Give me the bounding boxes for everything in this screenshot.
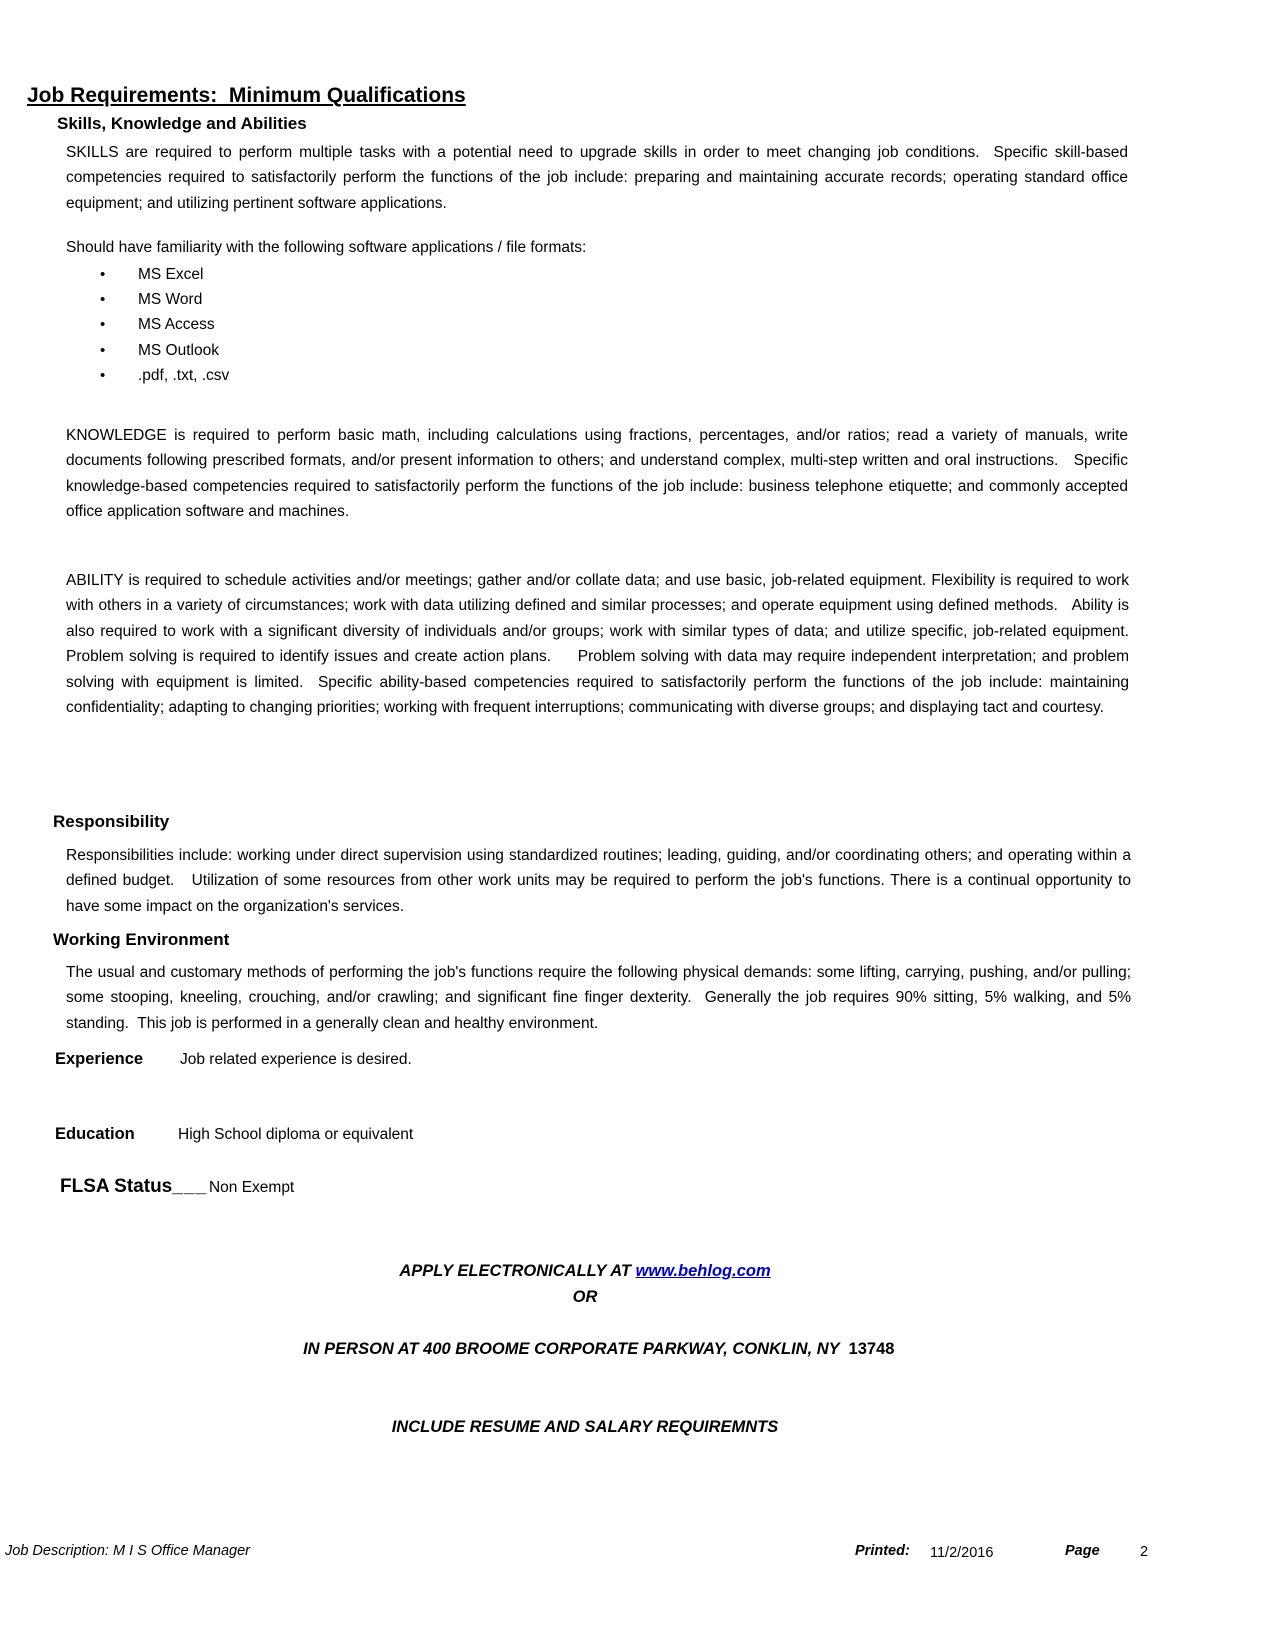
familiarity-intro: Should have familiarity with the following software applications / file formats: xyxy=(66,239,587,256)
apply-line-electronic xyxy=(0,1258,1170,1284)
list-item xyxy=(100,287,229,312)
list-item xyxy=(100,338,229,363)
footer-page-label: Page xyxy=(1065,1543,1100,1559)
flsa-status-row xyxy=(60,1176,294,1198)
include-resume-note: INCLUDE RESUME AND SALARY REQUIREMNTS xyxy=(391,1418,779,1436)
apply-line1-text: APPLY ELECTRONICALLY AT xyxy=(399,1262,636,1280)
bullet-icon: • xyxy=(100,316,106,334)
ability-paragraph: ABILITY is required to schedule activities and/or meetings; gather and/or collate data; and use basic, job-related equipment. Flexibility is required to work with others in a variety of circumstances; work with data utilizing defined and similar processes; and operate equipment using defined methods. Ability is also required to work with a significant diversity of individuals and/or groups; work with similar types of data; and utilize specific, job-related equipment. Problem solving is required to identify issues and create action plans. Problem solving with data may require independent interpretation; and problem solving with equipment is limited. Specific ability-based competencies required to satisfactorily perform the functions of the job include: maintaining confidentiality; adapting to changing priorities; working with frequent interruptions; communicating with diverse groups; and displaying tact and courtesy. xyxy=(66,572,1134,717)
list-item-label: MS Outlook xyxy=(138,341,219,359)
software-list xyxy=(100,262,229,388)
footer-printed-label: Printed: xyxy=(855,1543,910,1559)
knowledge-paragraph: KNOWLEDGE is required to perform basic math, including calculations using fractions, percentages, and/or ratios; read a variety of manuals, write documents following prescribed formats, and/or present information to others; and understand complex, multi-step written and oral instructions. Specific knowledge-based competencies required to satisfactorily perform the functions of the job include: business telephone etiquette; and commonly accepted office application software and machines. xyxy=(66,427,1133,521)
page-title: Job Requirements: Minimum Qualifications xyxy=(27,84,466,107)
footer-printed-date: 11/2/2016 xyxy=(930,1545,994,1561)
list-item xyxy=(100,262,229,287)
responsibility-paragraph: Responsibilities include: working under direct supervision using standardized routines; leading, guiding, and/or coordinating others; and operating within a defined budget. Utilization of some resources from other work units may be required to perform the job's functions. There is a continual opportunity to have some impact on the organization's services. xyxy=(66,847,1136,915)
footer-document-title: Job Description: M I S Office Manager xyxy=(5,1543,250,1559)
education-row xyxy=(55,1125,413,1144)
list-item-label: .pdf, .txt, .csv xyxy=(138,366,230,384)
apply-line2-text: IN PERSON AT 400 BROOME CORPORATE PARKWAY, CONKLIN, NY xyxy=(303,1340,849,1358)
apply-line-in-person xyxy=(0,1310,1170,1388)
experience-row xyxy=(55,1050,412,1069)
apply-website-link[interactable]: www.behlog.com xyxy=(635,1262,771,1280)
experience-label: Experience xyxy=(55,1050,144,1068)
apply-or-text: OR xyxy=(572,1288,598,1306)
skills-paragraph: SKILLS are required to perform multiple tasks with a potential need to upgrade skills in order to meet changing job conditions. Specific skill-based competencies required to satisfactorily perform the functions of the job include: preparing and maintaining accurate records; operating standard office equipment; and utilizing pertinent software applications. xyxy=(66,144,1133,212)
list-item xyxy=(100,312,229,337)
list-item-label: MS Word xyxy=(138,291,203,309)
flsa-status-label: FLSA Status xyxy=(60,1176,173,1197)
experience-value: Job related experience is desired. xyxy=(180,1051,412,1068)
bullet-icon: • xyxy=(100,266,106,283)
footer-page-number: 2 xyxy=(1140,1544,1149,1560)
flsa-status-value: Non Exempt xyxy=(208,1179,295,1196)
list-item-label: MS Access xyxy=(138,316,215,334)
bullet-icon: • xyxy=(100,291,106,309)
education-value: High School diploma or equivalent xyxy=(178,1126,414,1143)
working-environment-paragraph: The usual and customary methods of performing the job's functions require the following physical demands: some lifting, carrying, pushing, and/or pulling; some stooping, kneeling, crouching, and/or crawling; and significant fine finger dexterity. Generally the job requires 90% sitting, 5% walking, and 5% standing. This job is performed in a generally clean and healthy environment. xyxy=(66,964,1136,1032)
bullet-icon: • xyxy=(100,341,106,359)
list-item xyxy=(100,363,229,388)
responsibility-heading: Responsibility xyxy=(53,812,170,831)
bullet-icon: • xyxy=(100,366,106,384)
education-label: Education xyxy=(55,1125,135,1143)
apply-zip-code: 13748 xyxy=(848,1340,895,1358)
working-environment-heading: Working Environment xyxy=(53,930,230,949)
flsa-separator-line: ___ xyxy=(172,1176,207,1197)
apply-instructions xyxy=(0,1258,1170,1440)
list-item-label: MS Excel xyxy=(138,266,204,283)
skills-heading: Skills, Knowledge and Abilities xyxy=(57,114,307,133)
